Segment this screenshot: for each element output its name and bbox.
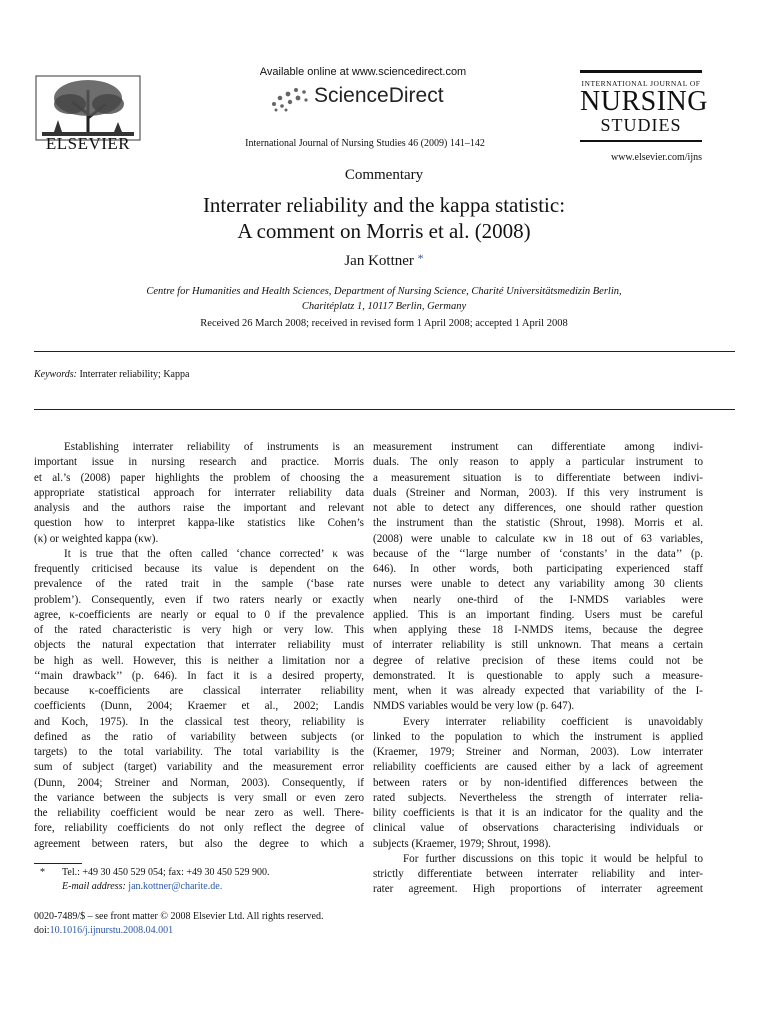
affiliation-line2: Charitéplatz 1, 10117 Berlin, Germany — [301, 301, 467, 312]
body-line: defined as the ratio of variability between subjects (or — [34, 730, 364, 743]
copyright-line: 0020-7489/$ – see front matter © 2008 Elsevier Ltd. All rights reserved. — [34, 911, 324, 922]
footnote-mark: * — [40, 867, 45, 878]
body-line: applied. This is an important finding. Users must be careful — [373, 608, 703, 621]
affiliation-line1: Centre for Humanities and Health Sciences, Department of Nursing Science, Charité Universitätsmedizin Berlin, — [146, 286, 622, 297]
body-line: rated subjects. Nevertheless the strength of interrater relia- — [373, 791, 703, 804]
body-line: linked to the population to which the instrument is applied — [373, 730, 703, 743]
article-title-line2: A comment on Morris et al. (2008) — [237, 219, 531, 243]
body-line: a measurement situation is to differentiate between indivi- — [373, 471, 703, 484]
body-line: (Kraemer, 1979; Streiner and Norman, 2003). Low interrater — [373, 746, 703, 758]
body-line: bility coefficients is that it is an indicator for the quality and the — [373, 807, 703, 819]
body-line: because κ-coefficients are classical interrater reliability — [34, 685, 364, 697]
sciencedirect-logo[interactable] — [268, 82, 468, 114]
body-line: reliability coefficients are caused either by a lack of agreement — [373, 761, 703, 774]
body-line: ‘‘main drawback’’ (p. 646). In fact it is a desired property, — [34, 669, 364, 682]
email-link[interactable]: jan.kottner@charite.de. — [128, 881, 223, 892]
body-line: when nearly one-third of the I-NMDS variables were — [373, 593, 703, 606]
body-line: be high as well. However, this is neither a limitation nor a — [34, 654, 364, 667]
email-label: E-mail address: — [62, 881, 126, 892]
body-line: sum of subject (target) variability and the measurement error — [34, 761, 364, 774]
body-line: question how to interpret kappa-like statistics like Cohen’s — [34, 517, 364, 530]
divider-top — [34, 351, 735, 352]
body-line: duals (Streiner and Norman, 2003). If this very instrument is — [373, 486, 703, 499]
body-line: not able to detect any differences, one should rather question — [373, 502, 703, 514]
body-line: agreement between raters, but also the degree to which a — [34, 837, 364, 850]
author-footnote-link[interactable]: * — [417, 251, 424, 265]
body-line: of interrater reliability is still unknown. That means a certain — [373, 639, 703, 652]
journal-logo-line2: NURSING — [580, 86, 708, 117]
footnote-email-line — [62, 881, 222, 892]
body-line: agree, κ-coefficients are nearly or equal to 0 if the prevalence — [34, 608, 364, 621]
body-line: targets) to the total variability. The total variability is the — [34, 746, 364, 758]
body-line: duals. The only reason to apply a particular instrument to — [373, 456, 703, 469]
body-line: measurement instrument can differentiate among indivi- — [373, 441, 703, 453]
journal-citation: International Journal of Nursing Studies 46 (2009) 141–142 — [245, 138, 485, 149]
body-line: subjects (Kraemer, 1979; Shrout, 1998). — [373, 837, 551, 850]
body-line: clinical value of observations characterising individuals or — [373, 822, 703, 835]
body-line: Establishing interrater reliability of instruments is an — [64, 441, 364, 453]
body-line: between raters or by non-identified differences between the — [373, 776, 703, 789]
body-line: nurses were unable to detect any variability among 30 clients — [373, 578, 703, 591]
publisher-wordmark: ELSEVIER — [45, 134, 131, 153]
body-line: It is true that the often called ‘chance corrected’ κ was — [64, 547, 364, 560]
body-line: degree of relative precision of these items could not be — [373, 654, 703, 667]
journal-logo-line3: STUDIES — [600, 115, 682, 135]
keywords-line — [34, 369, 189, 380]
body-line: important issue in nursing research and practice. Morris — [34, 456, 364, 469]
body-line: Every interrater reliability coefficient is unavoidably — [403, 715, 703, 728]
body-line: prevalence of the rated trait in the sample (‘base rate — [34, 578, 364, 591]
divider-bottom — [34, 409, 735, 410]
body-line: 646). In other words, both participating experienced staff — [373, 563, 703, 575]
body-line: rater agreement. High proportions of interrater agreement — [373, 883, 703, 896]
body-line: appropriate statistical approach for interrater reliability data — [34, 486, 364, 499]
available-online-text: Available online at www.sciencedirect.com — [259, 66, 467, 78]
body-line: the instrument than the statistic (Shrout, 1998). Morris et al. — [373, 517, 703, 530]
footnote-contact: Tel.: +49 30 450 529 054; fax: +49 30 450 529 900. — [62, 867, 270, 878]
body-line: ment, when it was already expected that variability of the I- — [373, 685, 703, 697]
body-line: strictly differentiate between interrater reliability and inter- — [373, 868, 703, 880]
keywords-value: Interrater reliability; Kappa — [79, 369, 190, 380]
received-dates: Received 26 March 2008; received in revised form 1 April 2008; accepted 1 April 2008 — [200, 318, 568, 329]
body-line: (κ) or weighted kappa (κw). — [34, 532, 159, 545]
article-title-line1: Interrater reliability and the kappa statistic: — [202, 193, 566, 217]
body-line: demonstrated. It is questionable to apply such a measure- — [373, 669, 703, 682]
body-line: and Koch, 1975). In the classical test theory, reliability is — [34, 715, 364, 728]
body-line: NMDS variables would be very low (p. 647). — [373, 700, 575, 713]
doi-link[interactable]: 10.1016/j.ijnurstu.2008.04.001 — [49, 925, 174, 936]
body-line: of the rated characteristic is very high or very low. This — [34, 624, 364, 636]
author-line — [0, 253, 768, 270]
body-line: analysis and the authors raise the important and relevant — [34, 502, 364, 514]
journal-logo-line1: INTERNATIONAL JOURNAL OF — [581, 79, 701, 88]
body-line: (Dunn, 2004; Streiner and Norman, 2003). Consequently, if — [34, 776, 364, 789]
journal-logo-rule-bottom — [580, 140, 702, 142]
author-name: Jan Kottner — [344, 253, 414, 269]
body-line: when applying these 18 I-NMDS items, because the degree — [373, 624, 703, 636]
body-line: the variance between the subjects is very small or even zero — [34, 791, 364, 804]
body-line: For further discussions on this topic it would be helpful to — [403, 852, 703, 865]
doi-line — [34, 925, 173, 936]
body-line: frequently criticised because its value is dependent on the — [34, 563, 364, 575]
footnote-rule — [34, 863, 82, 864]
body-line: (2008) were unable to calculate κw in 18 out of 63 variables, — [373, 532, 703, 545]
journal-logo-rule-top — [580, 70, 702, 73]
body-line: coefficients (Dunn, 2004; Kraemer et al., 2002; Landis — [34, 700, 364, 713]
sciencedirect-wordmark: ScienceDirect — [314, 84, 444, 107]
body-column-left — [34, 440, 364, 852]
keywords-label: Keywords: — [34, 369, 77, 380]
body-column-right — [373, 440, 703, 898]
body-line: objects the natural expectation that interrater reliability must — [34, 639, 364, 652]
doi-label: doi: — [34, 925, 50, 936]
body-line: because of the ‘‘large number of ‘constants’ in the data’’ (p. — [373, 547, 703, 560]
journal-url-link[interactable]: www.elsevier.com/ijns — [610, 152, 702, 163]
body-line: the reliability coefficient would be near zero as well. There- — [34, 807, 364, 819]
sciencedirect-dots-icon — [268, 86, 312, 112]
body-line: fore, reliability coefficients do not only reflect the degree of — [34, 822, 364, 835]
article-type: Commentary — [344, 167, 424, 183]
body-line: et al.’s (2008) paper highlights the problem of choosing the — [34, 471, 364, 484]
body-line: problem’). Consequently, even if two raters nearly or exactly — [34, 593, 364, 606]
